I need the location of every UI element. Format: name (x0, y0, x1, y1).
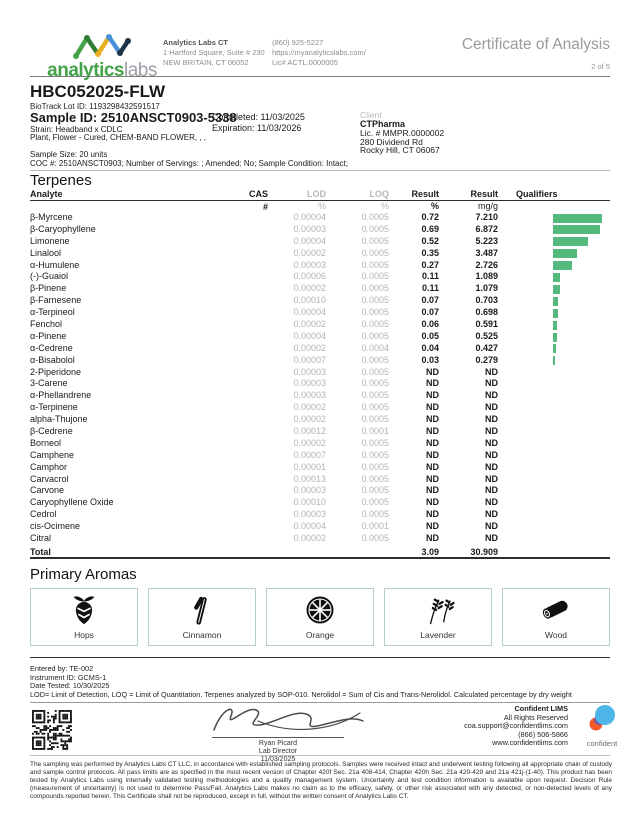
result-mgg-cell: ND (485, 378, 498, 389)
table-total-row (30, 545, 610, 559)
lod-cell: 0.00004 (293, 330, 326, 341)
total-label: Total (30, 546, 51, 557)
table-row (30, 402, 610, 414)
lod-cell: 0.00003 (293, 378, 326, 389)
lab-address-line1: 1 Hartford Square, Suite # 230 (163, 48, 265, 57)
result-pct-cell: ND (426, 449, 439, 460)
lod-cell: 0.00002 (293, 402, 326, 413)
loq-cell: 0.0005 (361, 533, 389, 544)
lod-cell: 0.00003 (293, 509, 326, 520)
result-pct-cell: 0.27 (421, 259, 439, 270)
document-title: Certificate of Analysis (461, 36, 610, 53)
loq-cell: 0.0005 (361, 223, 389, 234)
result-pct-cell: 0.03 (421, 354, 439, 365)
table-units-row (30, 201, 610, 212)
result-mgg-cell: 1.089 (475, 271, 498, 282)
result-bar (553, 237, 588, 246)
loq-cell: 0.0005 (361, 473, 389, 484)
loq-cell: 0.0005 (361, 509, 389, 520)
sample-size: Sample Size: 20 units (30, 150, 108, 159)
result-bar (553, 333, 557, 342)
table-row (30, 295, 610, 307)
result-mgg-cell: ND (485, 426, 498, 437)
loq-cell: 0.0004 (361, 342, 389, 353)
col-result-pct: Result (411, 189, 439, 199)
table-row (30, 367, 610, 379)
result-bar (553, 214, 602, 223)
client-license: Lic. # MMPR.0000002 (360, 128, 445, 138)
aroma-card (148, 588, 256, 646)
hops-icon (31, 594, 137, 631)
table-row (30, 260, 610, 272)
logo-wordmark (46, 62, 158, 80)
analyte-cell: β-Cedrene (30, 426, 73, 437)
aroma-card (30, 588, 138, 646)
result-pct-cell: ND (426, 509, 439, 520)
result-pct-cell: 0.07 (421, 307, 439, 318)
lod-cell: 0.00010 (293, 497, 326, 508)
result-pct-cell: 0.69 (421, 223, 439, 234)
section-divider (30, 170, 610, 171)
sign-date: 11/03/2025 (260, 756, 296, 763)
lod-cell: 0.00002 (293, 414, 326, 425)
table-row (30, 319, 610, 331)
coc-line: COC #: 2510ANSCT0903; Number of Servings: ; Amended: No; Sample Condition: Intact; (30, 158, 348, 168)
table-row (30, 271, 610, 283)
lod-cell: 0.00003 (293, 390, 326, 401)
loq-cell: 0.0005 (361, 307, 389, 318)
table-row (30, 248, 610, 260)
loq-cell: 0.0005 (361, 212, 389, 222)
lims-contact-block (464, 705, 568, 748)
biotrack-lot-id: BioTrack Lot ID: 1193298432591517 (30, 102, 160, 111)
signature-icon (200, 700, 375, 740)
analyte-cell: α-Terpineol (30, 307, 75, 318)
result-mgg-cell: ND (485, 414, 498, 425)
result-pct-cell: ND (426, 402, 439, 413)
loq-cell: 0.0005 (361, 497, 389, 508)
analyte-cell: Citral (30, 533, 52, 544)
result-mgg-cell: ND (485, 437, 498, 448)
result-mgg-cell: ND (485, 485, 498, 496)
result-bar (553, 356, 555, 365)
unit-lod: % (317, 201, 326, 211)
lod-cell: 0.00013 (293, 473, 326, 484)
table-row (30, 438, 610, 450)
table-row (30, 462, 610, 474)
analyte-cell: Cedrol (30, 509, 57, 520)
orange-icon (267, 594, 373, 631)
result-pct-cell: ND (426, 497, 439, 508)
total-result-mgg: 30.909 (470, 546, 498, 557)
wood-icon (503, 594, 609, 629)
page-indicator: 2 of 5 (591, 62, 610, 71)
table-row (30, 236, 610, 248)
analyte-cell: Carvone (30, 485, 65, 496)
lod-cell: 0.00004 (293, 307, 326, 318)
lab-website: https://myanalyticslabs.com/ (272, 48, 366, 57)
table-row (30, 390, 610, 402)
completed-date: Completed: 11/03/2025 (212, 112, 305, 122)
matrix-description: Plant, Flower - Cured, CHEM-BAND FLOWER, , , (30, 133, 207, 142)
lod-cell: 0.00010 (293, 295, 326, 306)
table-row (30, 509, 610, 521)
lims-website: www.confidentlims.com (492, 738, 568, 748)
loq-cell: 0.0005 (361, 295, 389, 306)
lod-cell: 0.00004 (293, 212, 326, 222)
loq-cell: 0.0001 (361, 521, 389, 532)
loq-cell: 0.0005 (361, 437, 389, 448)
table-row (30, 497, 610, 509)
logo-word-analytics: analytics (47, 60, 124, 81)
confident-logo (578, 703, 626, 748)
unit-result-mgg: mg/g (477, 201, 498, 211)
lab-address-block (163, 38, 265, 68)
lod-cell: 0.00003 (293, 223, 326, 234)
result-mgg-cell: 0.427 (475, 342, 498, 353)
col-cas: CAS # (248, 189, 268, 212)
lod-cell: 0.00004 (293, 235, 326, 246)
lod-cell: 0.00001 (293, 461, 326, 472)
result-mgg-cell: ND (485, 366, 498, 377)
result-mgg-cell: 0.279 (475, 354, 498, 365)
analyte-cell: β-Myrcene (30, 212, 73, 222)
result-mgg-cell: 3.487 (475, 247, 498, 258)
logo-zigzag-icon (66, 30, 138, 62)
aroma-card (502, 588, 610, 646)
lims-rights: All Rights Reserved (503, 712, 568, 722)
entered-by: Entered by: TE-002 (30, 664, 94, 673)
result-mgg-cell: 0.703 (475, 295, 498, 306)
loq-cell: 0.0005 (361, 414, 389, 425)
analyte-cell: α-Bisabolol (30, 354, 75, 365)
unit-loq: % (380, 201, 389, 211)
client-address-line2: Rocky Hill, CT 06067 (360, 145, 440, 155)
result-pct-cell: ND (426, 485, 439, 496)
result-bar (553, 249, 577, 258)
result-pct-cell: 0.11 (421, 271, 439, 282)
lod-cell: 0.00004 (293, 521, 326, 532)
result-mgg-cell: ND (485, 473, 498, 484)
result-mgg-cell: ND (485, 390, 498, 401)
result-pct-cell: ND (426, 426, 439, 437)
analyte-cell: Carvacrol (30, 473, 69, 484)
unit-result-pct: % (430, 201, 439, 211)
result-mgg-cell: 0.698 (475, 307, 498, 318)
lab-contact-block (272, 38, 366, 68)
analyte-cell: cis-Ocimene (30, 521, 81, 532)
result-bar (553, 344, 556, 353)
terpenes-section-title: Terpenes (30, 172, 92, 189)
loq-cell: 0.0005 (361, 259, 389, 270)
table-row (30, 533, 610, 545)
loq-cell: 0.0005 (361, 271, 389, 282)
client-address-line1: 280 Dividend Rd (360, 136, 423, 147)
lod-cell: 0.00002 (293, 437, 326, 448)
table-row (30, 355, 610, 367)
result-bar (553, 225, 600, 234)
aroma-label: Orange (305, 630, 335, 640)
loq-cell: 0.0005 (361, 247, 389, 258)
result-mgg-cell: 7.210 (475, 212, 498, 222)
client-name: CTPharma (360, 119, 406, 129)
table-row (30, 521, 610, 533)
result-mgg-cell: ND (485, 521, 498, 532)
col-lod: LOD (307, 189, 326, 199)
analyte-cell: Caryophyllene Oxide (30, 497, 114, 508)
analyte-cell: β-Farnesene (30, 295, 82, 306)
terpenes-table (30, 188, 610, 559)
loq-cell: 0.0005 (361, 283, 389, 294)
aromas-bottom-divider (30, 657, 610, 658)
result-pct-cell: 0.05 (421, 330, 439, 341)
result-mgg-cell: ND (485, 461, 498, 472)
analyte-cell: α-Humulene (30, 259, 80, 270)
expiration-date: Expiration: 11/03/2026 (212, 123, 302, 133)
total-result-pct: 3.09 (421, 546, 439, 557)
lab-logo (46, 30, 158, 80)
lims-phone: (866) 506-5866 (518, 729, 568, 739)
loq-cell: 0.0005 (361, 378, 389, 389)
lod-cell: 0.00003 (293, 485, 326, 496)
analyte-cell: (-)-Guaiol (30, 271, 69, 282)
result-mgg-cell: 0.525 (475, 330, 498, 341)
analyte-cell: α-Terpinene (30, 402, 78, 413)
table-row (30, 283, 610, 295)
analyte-cell: Limonene (30, 235, 70, 246)
qr-code (32, 710, 72, 755)
result-pct-cell: ND (426, 437, 439, 448)
lod-cell: 0.00002 (293, 342, 326, 353)
analyte-cell: β-Pinene (30, 283, 67, 294)
test-meta-block (30, 665, 572, 699)
result-pct-cell: 0.72 (421, 212, 439, 222)
analyte-cell: α-Cedrene (30, 342, 73, 353)
confident-logo-icon (585, 703, 619, 733)
client-label: Client (360, 110, 382, 120)
lims-name: Confident LIMS (514, 704, 568, 713)
loq-cell: 0.0001 (361, 426, 389, 437)
loq-cell: 0.0005 (361, 402, 389, 413)
loq-cell: 0.0005 (361, 485, 389, 496)
signer-title: Lab Director (258, 748, 298, 755)
terpene-rows (30, 212, 610, 545)
table-row (30, 450, 610, 462)
loq-cell: 0.0005 (361, 235, 389, 246)
lod-cell: 0.00002 (293, 533, 326, 544)
lod-cell: 0.00007 (293, 354, 326, 365)
table-row (30, 307, 610, 319)
header-divider (30, 76, 610, 77)
disclaimer-text: The sampling was performed by Analytics Labs CT LLC, in accordance with established sampling protocols. Samples were received intact and underwent testing following all appropriate chain of custody and sample control protocols. All pass limits are as specified in the most recent version of Chapter 420f Sec. 21a 408-414, Chapter 420h Sec. 21a 420-429 and 21a 421j-(1-40). This product has been tested by Analytics Labs using internally validated testing methodologies and a quality management system. Uncertainty and test condition information is available upon request. Decision Rule (measurement of uncertainty) is not used to determine Pass/Fail. Analytics Labs makes no claim as to the efficacy, safety, or other risk associated with any detected, or non-detected levels of any compounds reported herein. This Certificate shall not be reproduced, except in full, without the written consent of Analytics Labs CT. (30, 761, 612, 800)
analyte-cell: Borneol (30, 437, 62, 448)
result-mgg-cell: ND (485, 449, 498, 460)
loq-cell: 0.0005 (361, 354, 389, 365)
result-pct-cell: 0.11 (421, 283, 439, 294)
result-pct-cell: ND (426, 461, 439, 472)
analyte-cell: alpha-Thujone (30, 414, 88, 425)
aroma-label: Lavender (420, 630, 456, 640)
analyte-cell: β-Caryophyllene (30, 223, 96, 234)
loq-cell: 0.0005 (361, 390, 389, 401)
sample-id: Sample ID: 2510ANSCT0903-5338 (30, 110, 237, 125)
aroma-label: Cinnamon (182, 630, 222, 640)
loq-cell: 0.0005 (361, 366, 389, 377)
disclaimer-divider (30, 755, 610, 756)
result-pct-cell: ND (426, 378, 439, 389)
lims-email: coa.support@confidentlims.com (464, 721, 568, 731)
result-mgg-cell: 5.223 (475, 235, 498, 246)
table-row (30, 343, 610, 355)
table-row (30, 414, 610, 426)
analyte-cell: α-Phellandrene (30, 390, 92, 401)
result-pct-cell: ND (426, 473, 439, 484)
signature-line (212, 737, 344, 738)
result-pct-cell: ND (426, 533, 439, 544)
loq-cell: 0.0005 (361, 461, 389, 472)
aroma-label: Hops (74, 630, 94, 640)
result-mgg-cell: 6.872 (475, 223, 498, 234)
analyte-cell: α-Pinene (30, 330, 67, 341)
result-mgg-cell: ND (485, 402, 498, 413)
result-bar (553, 273, 560, 282)
result-bar (553, 261, 572, 270)
result-mgg-cell: ND (485, 509, 498, 520)
result-pct-cell: ND (426, 414, 439, 425)
table-row (30, 378, 610, 390)
analyte-cell: Fenchol (30, 319, 63, 330)
aroma-card (266, 588, 374, 646)
lod-cell: 0.00012 (293, 426, 326, 437)
result-pct-cell: ND (426, 390, 439, 401)
logo-word-labs: labs (123, 60, 157, 81)
lab-name: Analytics Labs CT (163, 38, 229, 47)
strain: Strain: Headband x CDLC (30, 125, 123, 134)
sample-name: HBC052025-FLW (30, 82, 166, 101)
lod-cell: 0.00003 (293, 259, 326, 270)
col-qualifiers: Qualifiers (516, 189, 558, 199)
result-mgg-cell: ND (485, 497, 498, 508)
aroma-label: Wood (544, 630, 568, 640)
result-bar (553, 297, 558, 306)
result-pct-cell: 0.06 (421, 319, 439, 330)
col-loq: LOQ (369, 189, 389, 199)
col-analyte: Analyte (30, 189, 63, 199)
analyte-cell: 2-Piperidone (30, 366, 82, 377)
col-result-mgg: Result (470, 189, 498, 199)
result-bar (553, 321, 557, 330)
date-tested: Date Tested: 10/30/2025 (30, 681, 110, 691)
signer-name: Ryan Picard (258, 740, 298, 747)
lab-address-line2: NEW BRITAIN, CT 06052 (163, 58, 249, 67)
table-row (30, 331, 610, 343)
lod-loq-footnote: LOD= Limit of Detection, LOQ = Limit of Quantitation. Terpenes analyzed by SOP-010. Nerolidol = Sum of Cis and Trans-Nerolidol. Calculated percentage by dry weight (30, 689, 572, 699)
lod-cell: 0.00006 (293, 271, 326, 282)
table-row (30, 212, 610, 224)
result-pct-cell: 0.04 (421, 342, 439, 353)
lod-cell: 0.00002 (293, 283, 326, 294)
result-bar (553, 285, 560, 294)
result-bar (553, 309, 558, 318)
aroma-cards (30, 588, 610, 646)
table-row (30, 426, 610, 438)
analyte-cell: 3-Carene (30, 378, 68, 389)
lod-cell: 0.00002 (293, 319, 326, 330)
table-row (30, 224, 610, 236)
table-row (30, 485, 610, 497)
loq-cell: 0.0005 (361, 330, 389, 341)
result-pct-cell: ND (426, 521, 439, 532)
table-row (30, 474, 610, 486)
result-mgg-cell: 1.079 (475, 283, 498, 294)
lab-license: Lic# ACTL.0000005 (272, 58, 338, 67)
result-mgg-cell: ND (485, 533, 498, 544)
lab-phone: (860) 925-5227 (272, 38, 324, 47)
cinnamon-icon (149, 594, 255, 633)
confident-logo-text: confident (586, 739, 618, 748)
lod-cell: 0.00007 (293, 449, 326, 460)
result-pct-cell: ND (426, 366, 439, 377)
lod-cell: 0.00002 (293, 247, 326, 258)
loq-cell: 0.0005 (361, 449, 389, 460)
aromas-section-title: Primary Aromas (30, 566, 137, 583)
result-mgg-cell: 2.726 (475, 259, 498, 270)
result-pct-cell: 0.35 (421, 247, 439, 258)
loq-cell: 0.0005 (361, 319, 389, 330)
analyte-cell: Linalool (30, 247, 62, 258)
result-mgg-cell: 0.591 (475, 319, 498, 330)
result-pct-cell: 0.07 (421, 295, 439, 306)
lod-cell: 0.00003 (293, 366, 326, 377)
instrument-id: Instrument ID: GCMS-1 (30, 672, 107, 682)
aroma-card (384, 588, 492, 646)
analyte-cell: Camphor (30, 461, 68, 472)
analyte-cell: Camphene (30, 449, 75, 460)
result-pct-cell: 0.52 (421, 235, 439, 246)
lavender-icon (385, 594, 491, 631)
